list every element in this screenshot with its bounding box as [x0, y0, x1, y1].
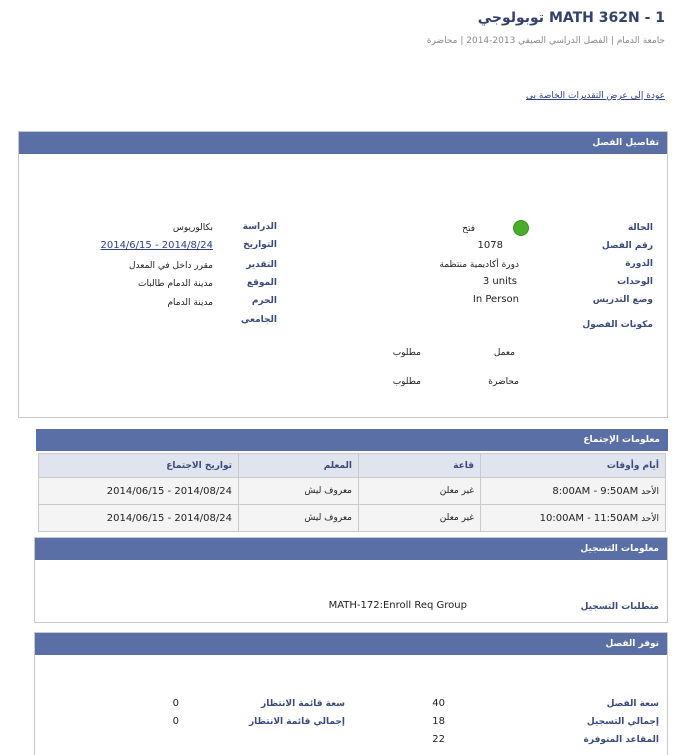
meeting-instructor: معروف ليش — [239, 505, 359, 532]
capacity-label: سعة الفصل — [606, 699, 659, 709]
status-open-icon — [513, 220, 529, 236]
session-value: دورة أكاديمية منتظمة — [439, 260, 519, 270]
components-label: مكونات الفصول — [582, 320, 653, 330]
enrollment-req-value: MATH-172:Enroll Req Group — [328, 600, 467, 611]
session-label: الدورة — [625, 259, 653, 269]
enrollment-req-label: متطلبات التسجيل — [580, 602, 659, 612]
units-label: الوحدات — [617, 277, 653, 287]
location-value: مدينة الدمام طالبات — [138, 279, 213, 289]
column-header: تواريخ الاجتماع — [39, 454, 239, 478]
capacity-value: 40 — [432, 698, 445, 709]
career-label: الدراسة — [242, 222, 277, 232]
enrollment-info-heading: معلومات التسجيل — [35, 538, 667, 560]
meeting-info-heading: معلومات الإجتماع — [36, 429, 668, 451]
dates-link[interactable]: 2014/6/15 - 2014/8/24 — [100, 240, 213, 251]
meeting-days-times — [481, 505, 666, 532]
meeting-instructor: معروف ليش — [239, 478, 359, 505]
dates-label: التواريخ — [243, 240, 277, 250]
campus-label: الحرم — [251, 296, 277, 306]
class-details-heading: تفاصيل الفصل — [19, 132, 667, 154]
available-label: المقاعد المتوفرة — [583, 735, 659, 745]
table-row — [39, 478, 666, 505]
enrolled-label: إجمالي التسجيل — [586, 717, 659, 727]
meeting-day: الأحد — [641, 513, 659, 524]
waitlist-total-value: 0 — [172, 716, 179, 727]
campus-label-line2: الجامعي — [240, 315, 277, 325]
class-details-panel — [18, 131, 668, 418]
grading-value: مقرر داخل في المعدل — [128, 261, 213, 271]
status-label: الحالة — [627, 223, 653, 233]
column-header: أيام وأوقات — [481, 454, 666, 478]
column-header: المعلم — [239, 454, 359, 478]
status-value: فتح — [462, 224, 475, 234]
location-label: الموقع — [246, 278, 277, 288]
mode-value: In Person — [472, 294, 519, 305]
meeting-time: 8:00AM - 9:50AM — [552, 485, 639, 497]
meeting-dates: 2014/06/15 - 2014/08/24 — [39, 478, 239, 505]
component-name: معمل — [493, 348, 515, 358]
meeting-dates: 2014/06/15 - 2014/08/24 — [39, 505, 239, 532]
component-status: مطلوب — [392, 377, 421, 387]
available-value: 22 — [432, 734, 445, 745]
waitlist-total-label: إجمالي قائمة الانتظار — [248, 717, 345, 727]
class-number-label: رقم الفصل — [601, 241, 653, 251]
waitlist-capacity-label: سعة قائمة الانتظار — [261, 699, 345, 709]
meeting-time: 10:00AM - 11:50AM — [539, 512, 639, 524]
page-title: MATH 362N - 1 توبولوجي — [477, 10, 665, 26]
availability-heading: توفر الفصل — [35, 633, 667, 655]
career-value: بكالوريوس — [172, 223, 213, 233]
column-header: قاعة — [359, 454, 481, 478]
table-header-row — [39, 454, 666, 478]
meeting-room: غير معلن — [359, 478, 481, 505]
table-row — [39, 505, 666, 532]
mode-label: وضع التدريس — [592, 295, 653, 305]
campus-value: مدينة الدمام — [167, 298, 213, 308]
meeting-days-times — [481, 478, 666, 505]
waitlist-capacity-value: 0 — [172, 698, 179, 709]
class-availability-panel — [34, 632, 668, 755]
grading-label: التقدير — [246, 260, 277, 270]
page-subtitle: جامعة الدمام | الفصل الدراسي الصيفي 2013-2014 | محاضرة — [426, 36, 665, 46]
component-status: مطلوب — [392, 348, 421, 358]
class-number-value: 1078 — [477, 240, 503, 251]
meeting-room: غير معلن — [359, 505, 481, 532]
units-value: 3 units — [482, 276, 517, 287]
enrollment-info-panel — [34, 537, 668, 623]
back-to-grades-link[interactable]: عودة إلى عرض التقديرات الخاصة بي — [526, 91, 665, 101]
meeting-day: الأحد — [641, 486, 659, 497]
enrolled-value: 18 — [432, 716, 445, 727]
meeting-table — [38, 453, 666, 532]
meeting-info-panel — [36, 429, 668, 532]
component-name: محاضرة — [488, 377, 519, 387]
